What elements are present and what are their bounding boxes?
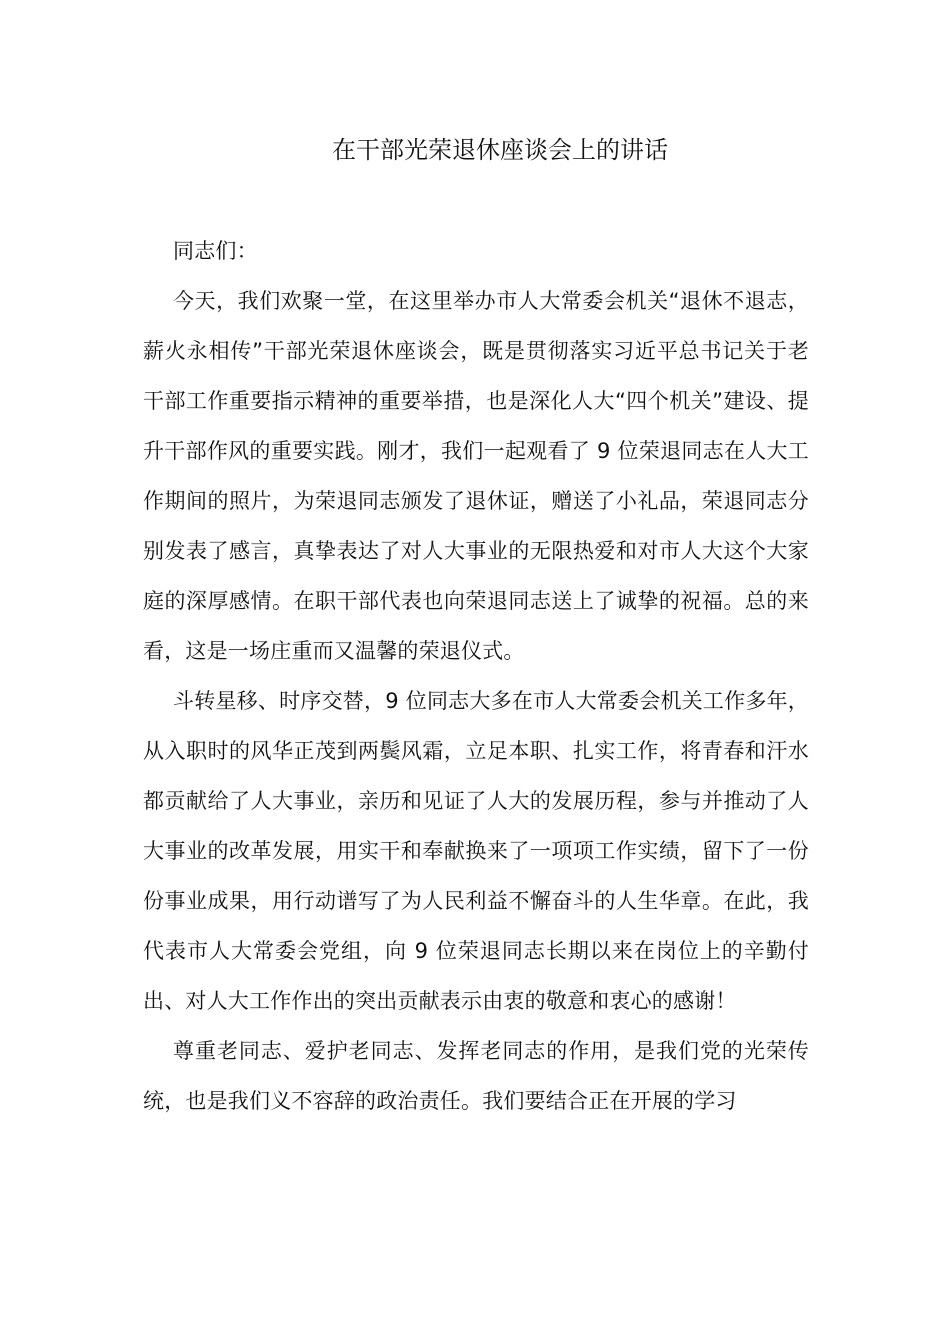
paragraph-1: 今天，我们欢聚一堂，在这里举办市人大常委会机关“退休不退志，薪火永相传”干部光荣退休座谈会，既是贯彻落实习近平总书记关于老干部工作重要指示精神的重要举措，也是深化人大“四个机关”建设、提升干部作风的重要实践。刚才，我们一起观看了 9 位荣退同志在人大工作期间的照片，为荣退同志颁发了退休证，赠送了小礼品，荣退同志分别发表了感言，真挚表达了对人大事业的无限热爱和对市人大这个大家庭的深厚感情。在职干部代表也向荣退同志送上了诚挚的祝福。总的来看，这是一场庄重而又温馨的荣退仪式。 xyxy=(143,289,809,663)
paragraph-3: 尊重老同志、爱护老同志、发挥老同志的作用，是我们党的光荣传统，也是我们义不容辞的政治责任。我们要结合正在开展的学习 xyxy=(143,1039,809,1113)
paragraph-2: 斗转星移、时序交替，9 位同志大多在市人大常委会机关工作多年，从入职时的风华正茂到两鬓风霜，立足本职、扎实工作，将青春和汗水都贡献给了人大事业，亲历和见证了人大的发展历程，参与并推动了人大事业的改革发展，用实干和奉献换来了一项项工作实绩，留下了一份份事业成果，用行动谱写了为人民利益不懈奋斗的人生华章。在此，我代表市人大常委会党组，向 9 位荣退同志长期以来在岗位上的辛勤付出、对人大工作作出的突出贡献表示由衷的敬意和衷心的感谢！ xyxy=(143,689,809,1013)
document-title: 在干部光荣退休座谈会上的讲话 xyxy=(332,136,668,164)
salutation: 同志们： xyxy=(173,239,258,263)
document-body xyxy=(143,226,809,1126)
